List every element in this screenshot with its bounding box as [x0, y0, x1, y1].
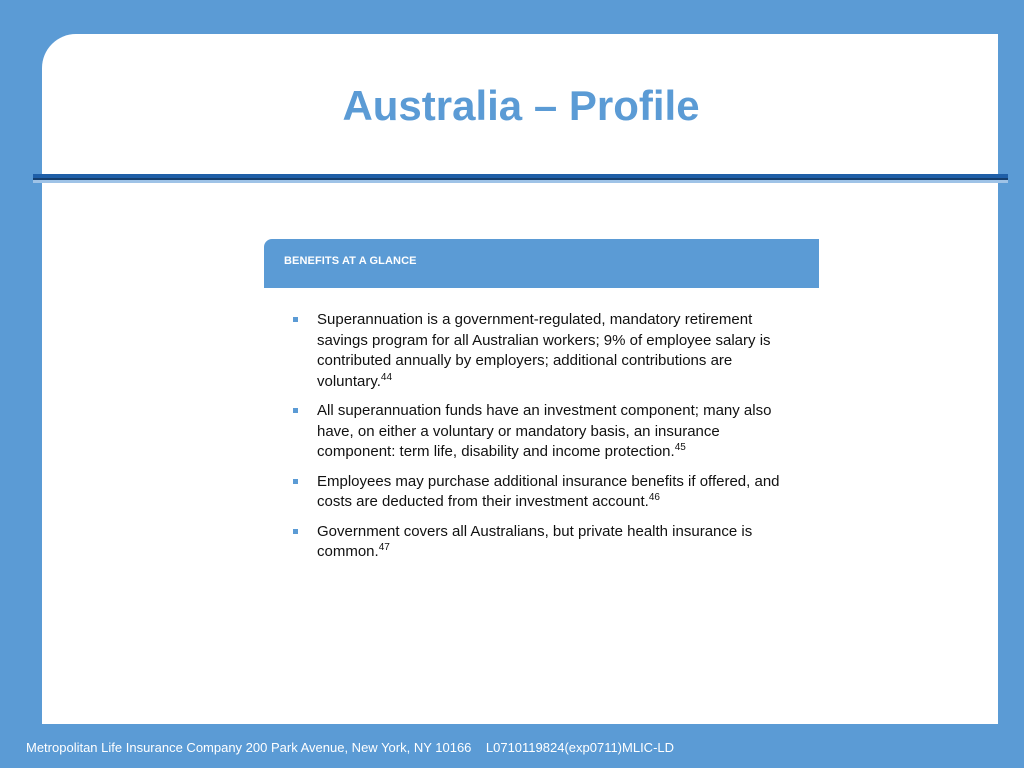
bullet-text: All superannuation funds have an investment component; many also have, on either a voluntary or mandatory basis, an insurance component: term life, disability and income protection. — [317, 402, 772, 460]
footnote-ref: 47 — [378, 542, 390, 553]
bullet-item — [290, 401, 800, 463]
bullet-text: Superannuation is a government-regulated, mandatory retirement savings program for all Australian workers; 9% of employee salary is contributed annually by employers; additional contributions are voluntary. — [317, 311, 771, 390]
footnote-ref: 46 — [648, 492, 660, 503]
footnote-ref: 44 — [380, 371, 393, 383]
square-bullet-icon — [293, 317, 298, 322]
footnote-ref: 45 — [674, 442, 686, 453]
bullet-item — [290, 522, 800, 563]
bullet-item — [290, 310, 800, 392]
panel-header-label: BENEFITS AT A GLANCE — [284, 255, 417, 267]
square-bullet-icon — [293, 408, 298, 413]
footer-code: L0710119824(exp0711)MLIC-LD — [485, 740, 675, 755]
bullet-item — [290, 472, 800, 513]
footer-company: Metropolitan Life Insurance Company 200 Park Avenue, New York, NY 10166 — [26, 740, 472, 755]
bullet-text: Government covers all Australians, but private health insurance is common. — [317, 522, 753, 560]
benefits-panel-header — [264, 239, 819, 288]
slide-title: Australia – Profile — [342, 82, 700, 129]
bullet-text: Employees may purchase additional insurance benefits if offered, and costs are deducted from their investment account. — [317, 472, 780, 510]
footer — [26, 740, 674, 755]
benefits-list — [290, 310, 800, 572]
square-bullet-icon — [293, 529, 298, 534]
square-bullet-icon — [293, 479, 298, 484]
title-divider-accent — [33, 180, 1008, 183]
